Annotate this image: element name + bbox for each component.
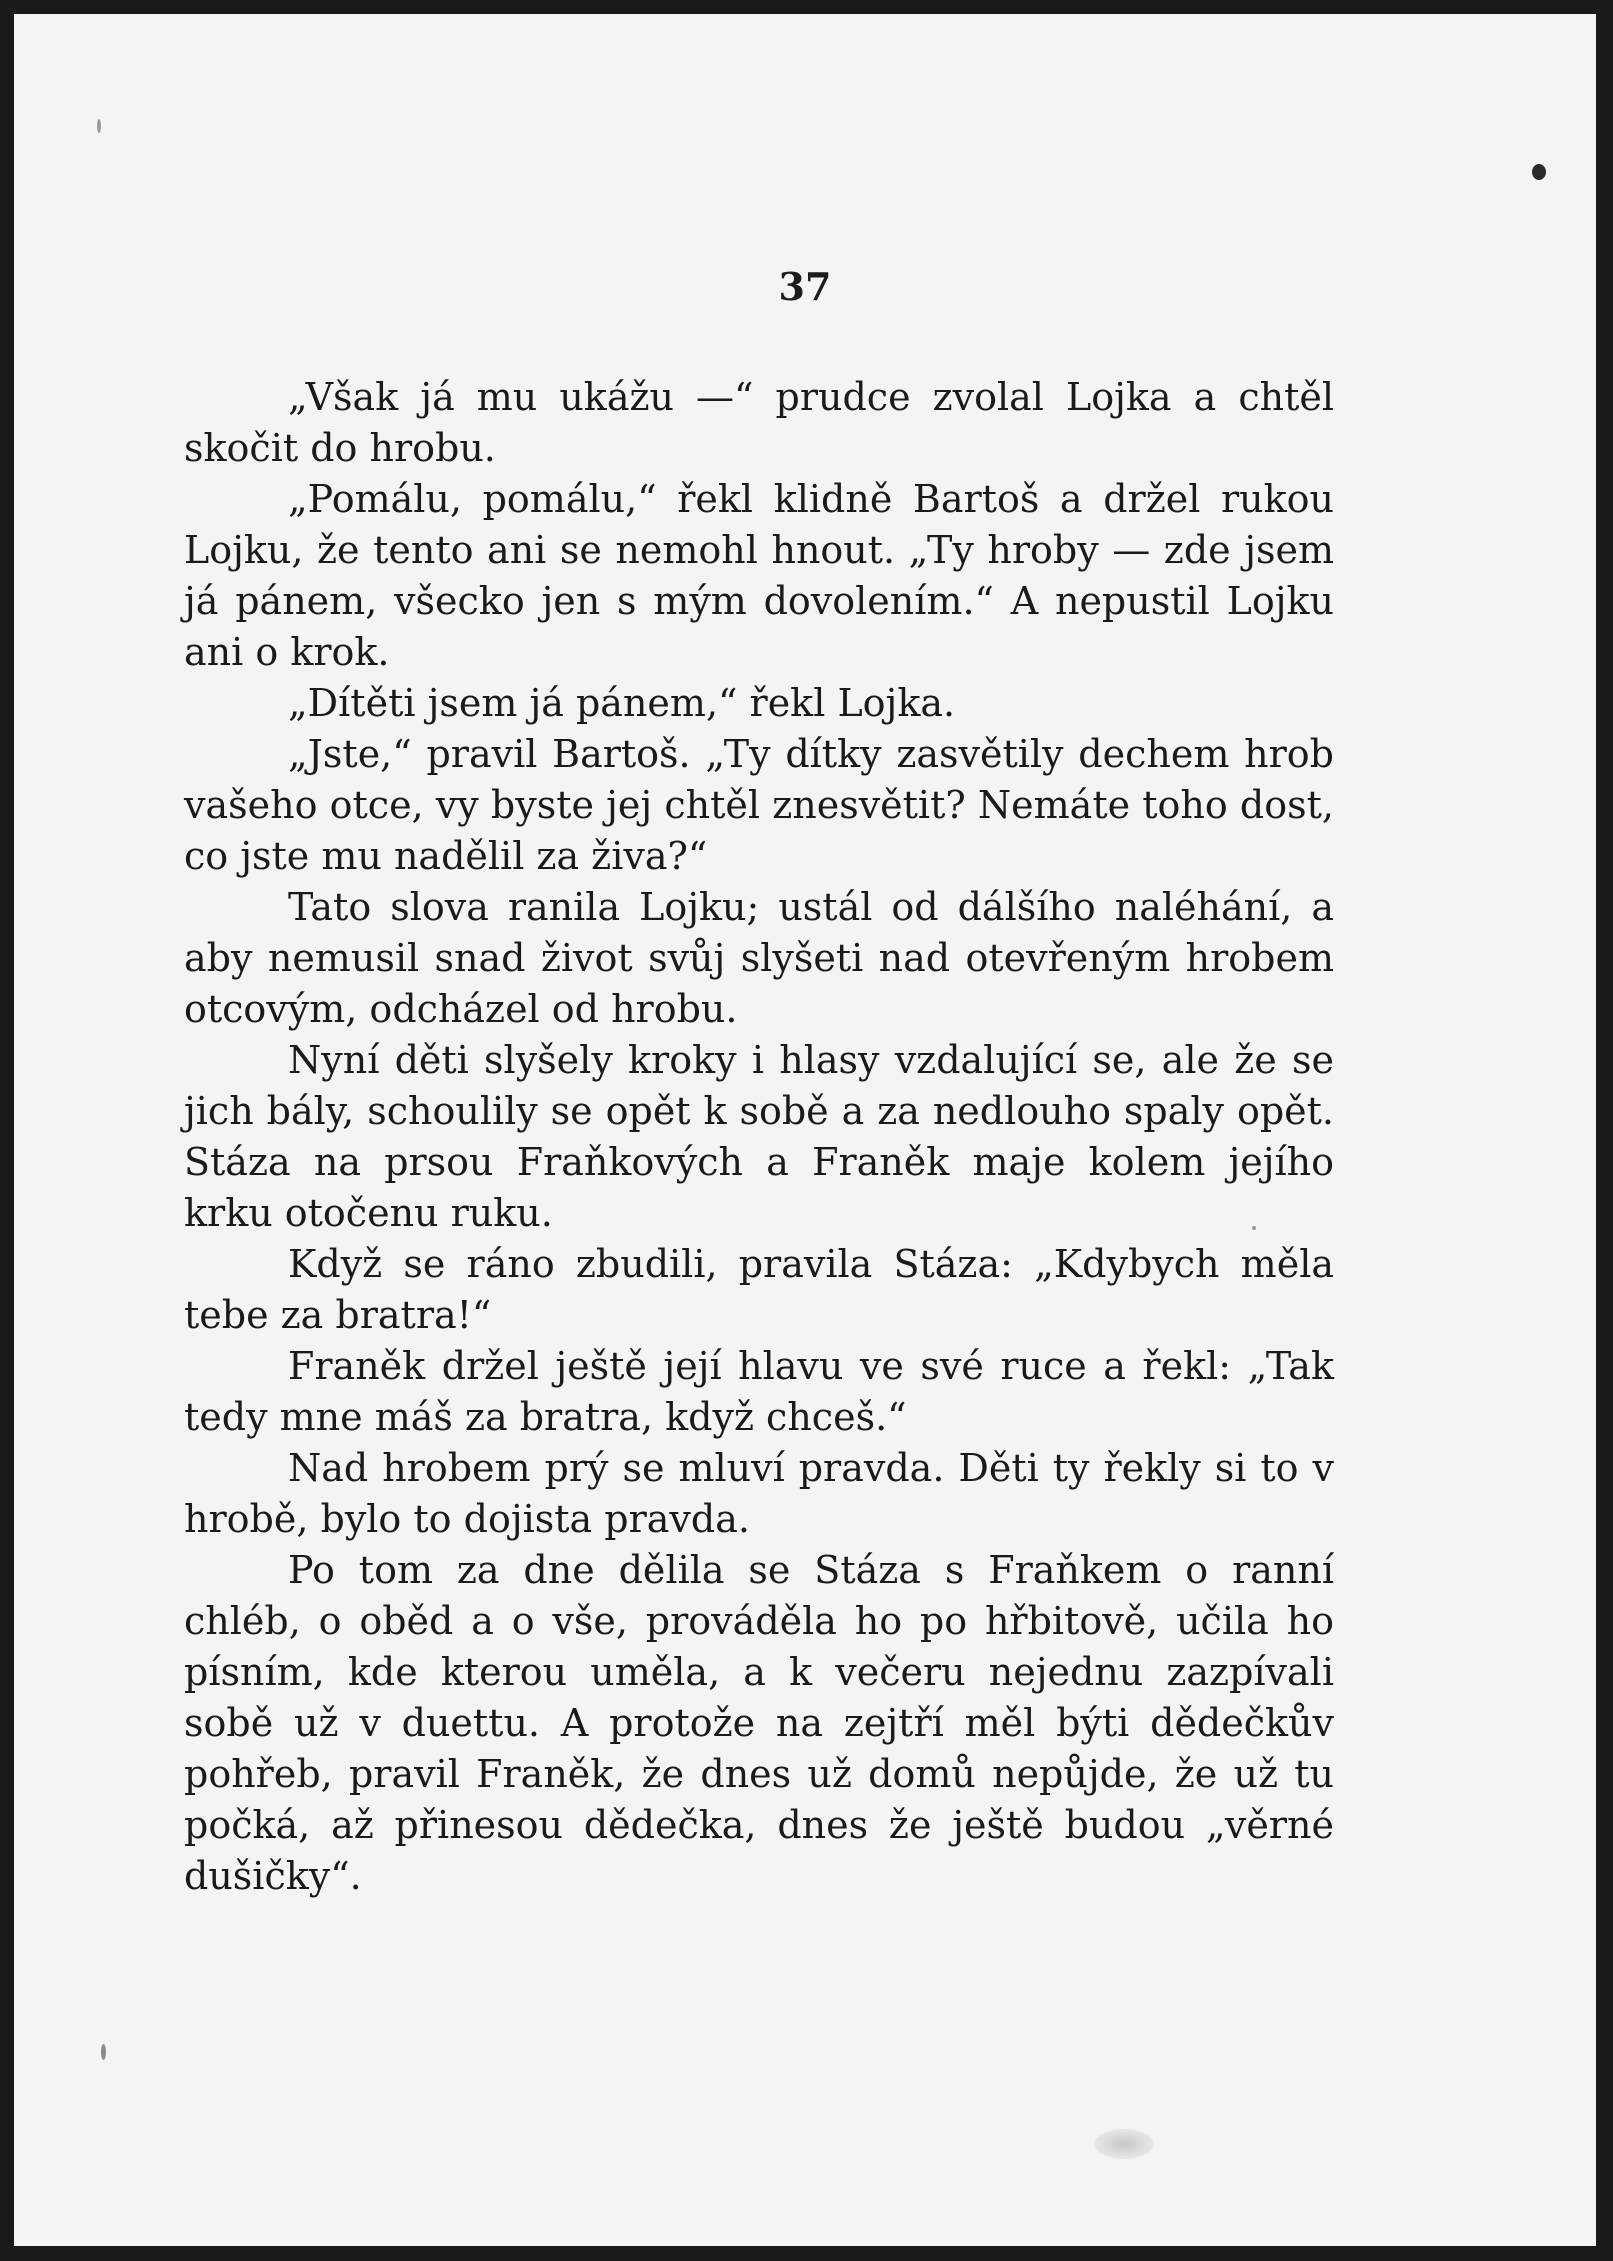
ink-speck [101,2044,106,2060]
paragraph: Když se ráno zbudili, pravila Stáza: „Kdybych měla tebe za bratra!“ [184,1242,1334,1337]
paragraph: Tato slova ranila Lojku; ustál od dálšího naléhání, a aby nemusil snad život svůj slyšeti nad otevřeným hrobem otcovým, odcházel od hrobu. [184,885,1334,1031]
paragraph: „Však já mu ukážu —“ prudce zvolal Lojka a chtěl skočit do hrobu. [184,375,1334,470]
paragraph: Nyní děti slyšely kroky i hlasy vzdalující se, ale že se jich bály, schoulily se opět k sobě a za nedlouho spaly opět. Stáza na prsou Fraňkových a Franěk maje kolem jejího krku otočenu ruku. [184,1038,1334,1235]
ink-speck [97,119,101,133]
ink-speck [1094,2129,1154,2159]
paragraph: „Dítěti jsem já pánem,“ řekl Lojka. [288,681,956,725]
paragraph: Franěk držel ještě její hlavu ve své ruce a řekl: „Tak tedy mne máš za bratra, když chceš.“ [184,1344,1334,1439]
ink-speck [1532,164,1546,180]
paragraph: „Pomálu, pomálu,“ řekl klidně Bartoš a držel rukou Lojku, že tento ani se nemohl hnout. „Ty hroby — zde jsem já pánem, všecko jen s mým dovolením.“ A nepustil Lojku ani o krok. [184,477,1334,674]
body-text [184,372,1334,1902]
page-number: 37 [778,264,832,309]
book-page [14,14,1596,2246]
paragraph: „Jste,“ pravil Bartoš. „Ty dítky zasvětily dechem hrob vašeho otce, vy byste jej chtěl znesvětit? Nemáte toho dost, co jste mu nadělil za živa?“ [184,732,1334,878]
paragraph: Po tom za dne dělila se Stáza s Fraňkem o ranní chléb, o oběd a o vše, prováděla ho po hřbitově, učila ho písním, kde kterou uměla, a k večeru nejednu zazpívali sobě už v duettu. A protože na zejtří měl býti dědečkův pohřeb, pravil Franěk, že dnes už domů nepůjde, že už tu počká, až přinesou dědečka, dnes že ještě budou „věrné dušičky“. [184,1548,1334,1898]
ink-speck [1252,1226,1256,1230]
paragraph: Nad hrobem prý se mluví pravda. Děti ty řekly si to v hrobě, bylo to dojista pravda. [184,1446,1334,1541]
